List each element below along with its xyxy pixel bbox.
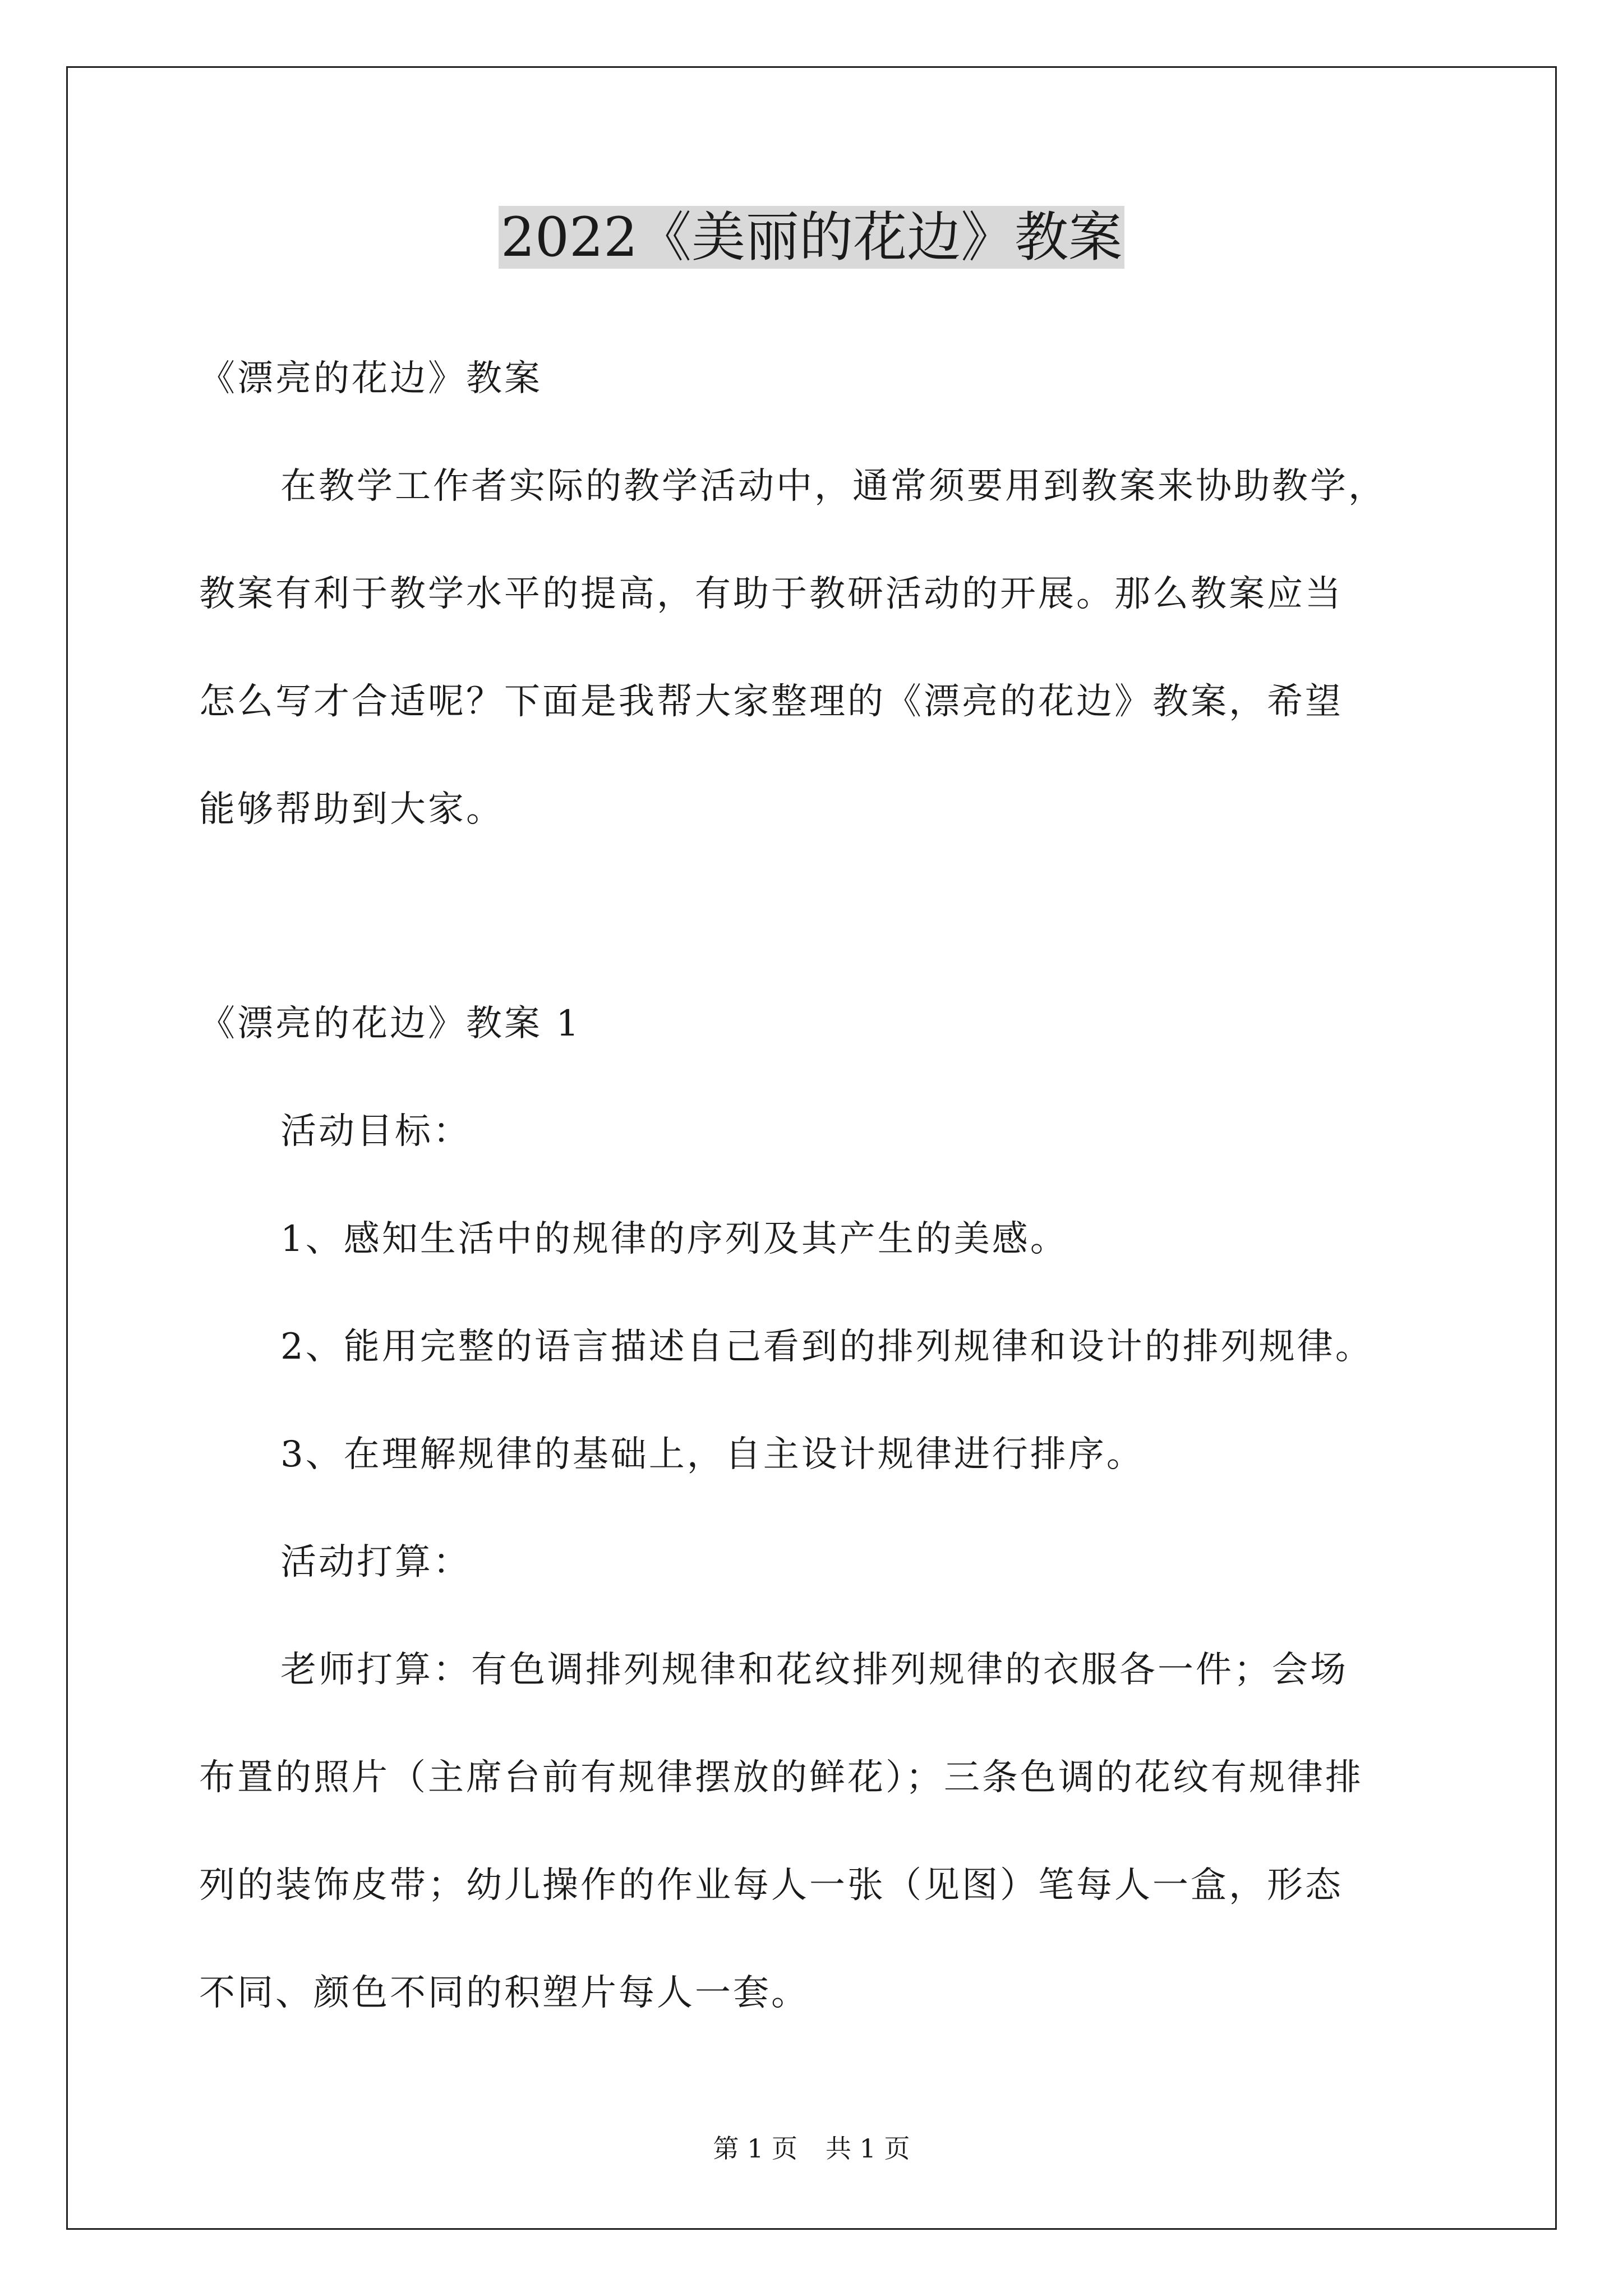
prep-line-3: 列的装饰皮带；幼儿操作的作业每人一张（见图）笔每人一盒，形态 — [199, 1865, 1343, 1906]
goal-item-3: 3、在理解规律的基础上，自主设计规律进行排序。 — [280, 1434, 1145, 1475]
page-number-current: 第 1 页 — [713, 2133, 797, 2164]
prep-line-4: 不同、颜色不同的积塑片每人一套。 — [199, 1972, 809, 2014]
intro-line-2: 教案有利于教学水平的提高，有助于教研活动的开展。那么教案应当 — [199, 573, 1343, 615]
document-subtitle: 《漂亮的花边》教案 — [199, 358, 542, 399]
page-footer — [0, 2132, 1623, 2165]
goal-item-2: 2、能用完整的语言描述自己看到的排列规律和设计的排列规律。 — [280, 1326, 1373, 1368]
page-number-total: 共 1 页 — [826, 2133, 910, 2164]
document-title — [0, 201, 1623, 274]
section-heading: 《漂亮的花边》教案 1 — [199, 1003, 582, 1045]
intro-line-4: 能够帮助到大家。 — [199, 789, 504, 830]
prep-label: 活动打算： — [280, 1542, 471, 1583]
intro-line-1: 在教学工作者实际的教学活动中，通常须要用到教案来协助教学， — [280, 466, 1386, 507]
goals-label: 活动目标： — [280, 1111, 471, 1152]
intro-line-3: 怎么写才合适呢？下面是我帮大家整理的《漂亮的花边》教案，希望 — [199, 681, 1343, 723]
document-title-text: 2022《美丽的花边》教案 — [499, 206, 1124, 269]
prep-line-1: 老师打算：有色调排列规律和花纹排列规律的衣服各一件；会场 — [280, 1649, 1348, 1691]
goal-item-1: 1、感知生活中的规律的序列及其产生的美感。 — [280, 1218, 1068, 1260]
prep-line-2: 布置的照片（主席台前有规律摆放的鲜花）；三条色调的花纹有规律排 — [199, 1757, 1363, 1798]
